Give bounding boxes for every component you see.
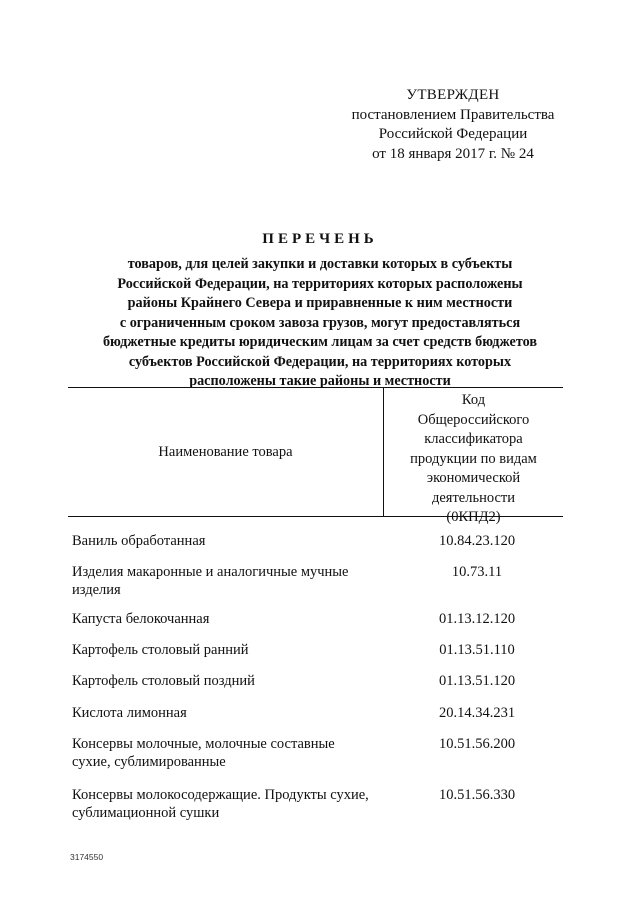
header-code-line: продукции по видам — [410, 450, 537, 467]
approval-line-1: постановлением Правительства — [351, 106, 555, 123]
goods-name: Изделия макаронные и аналогичные мучные изделия — [72, 564, 349, 598]
header-code-line: Код — [461, 392, 486, 408]
subtitle-line: районы Крайнего Севера и приравненные к ним местности — [127, 295, 513, 311]
goods-code: 10.73.11 — [451, 564, 503, 580]
subtitle-line: субъектов Российской Федерации, на территориях которых — [128, 353, 512, 370]
document-title: ПЕРЕЧЕНЬ — [262, 231, 378, 247]
table-header — [68, 388, 563, 525]
subtitle-line: Российской Федерации, на территориях которых расположены — [117, 275, 523, 292]
header-code-line: (0КПД2) — [446, 509, 501, 525]
subtitle-line: с ограниченным сроком завоза грузов, могут предоставляться — [119, 314, 521, 331]
goods-name: Картофель столовый ранний — [72, 642, 249, 658]
goods-name: Консервы молокосодержащие. Продукты сухие, сублимационной сушки — [72, 787, 369, 821]
header-code-line: Общероссийского — [417, 411, 530, 428]
subtitle-line: бюджетные кредиты юридическим лицам за счет средств бюджетов — [102, 334, 538, 350]
goods-code: 01.13.51.110 — [439, 642, 515, 658]
approval-line-3: от 18 января 2017 г. № 24 — [372, 145, 534, 162]
goods-code: 20.14.34.231 — [438, 705, 516, 721]
goods-name: Кислота лимонная — [72, 705, 187, 721]
header-goods-name: Наименование товара — [158, 443, 293, 460]
document-subtitle — [70, 255, 570, 392]
goods-code: 10.51.56.330 — [438, 787, 516, 803]
document-number: 3174550 — [70, 852, 104, 862]
goods-name: Консервы молочные, молочные составные сухие, сублимированные — [72, 736, 335, 770]
subtitle-line: товаров, для целей закупки и доставки которых в субъекты — [127, 256, 513, 272]
approved-label: УТВЕРЖДЕН — [406, 87, 500, 103]
goods-table — [68, 387, 563, 821]
goods-code: 10.51.56.200 — [438, 736, 516, 752]
goods-name: Ваниль обработанная — [72, 533, 206, 549]
goods-name: Капуста белокочанная — [72, 611, 210, 627]
goods-name: Картофель столовый поздний — [72, 673, 255, 689]
header-code — [384, 391, 563, 528]
subtitle-line: расположены такие районы и местности — [189, 373, 451, 389]
goods-code: 01.13.51.120 — [438, 673, 516, 689]
header-code-line: деятельности — [431, 489, 515, 506]
approval-block — [328, 86, 578, 164]
goods-code: 10.84.23.120 — [438, 533, 516, 549]
header-code-line: экономической — [426, 470, 521, 486]
goods-code: 01.13.12.120 — [438, 611, 516, 627]
header-code-line: классификатора — [424, 431, 523, 447]
approval-line-2: Российской Федерации — [378, 126, 528, 142]
